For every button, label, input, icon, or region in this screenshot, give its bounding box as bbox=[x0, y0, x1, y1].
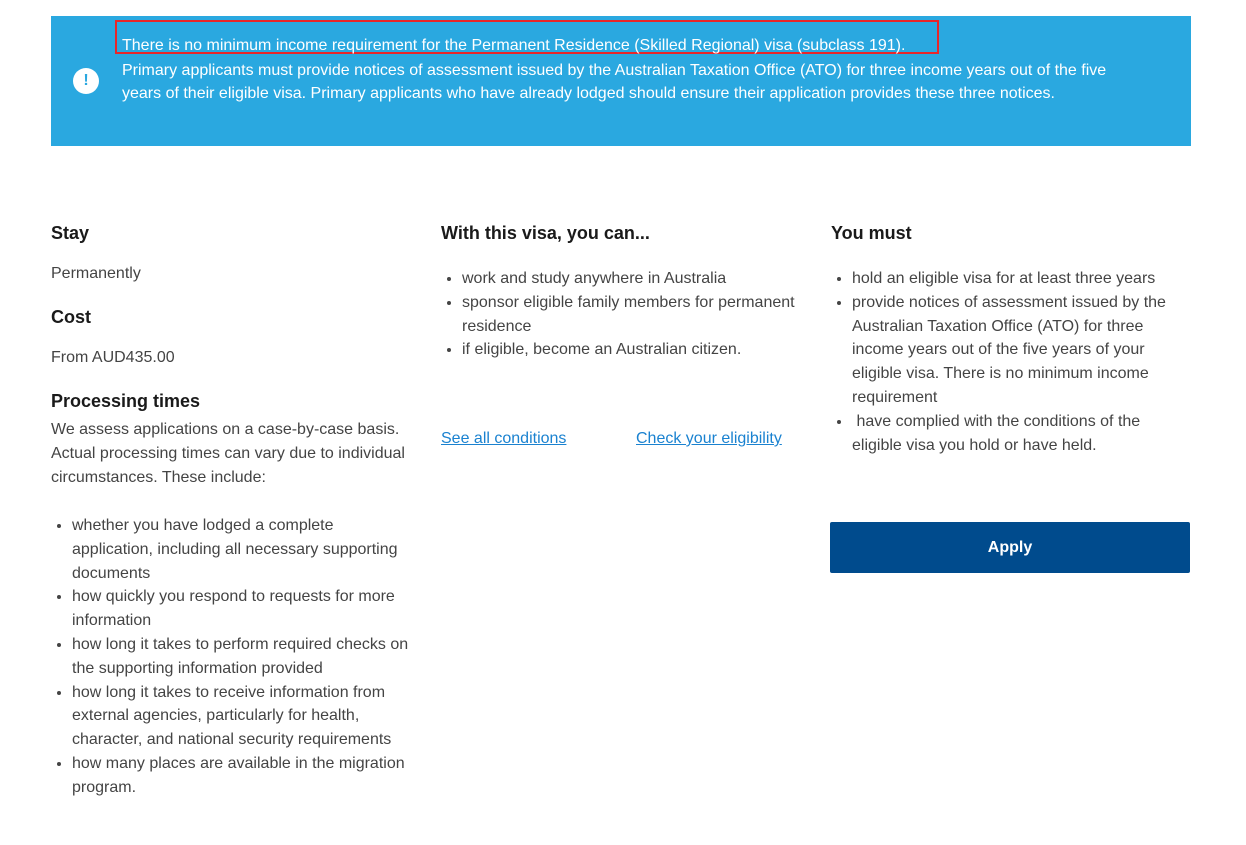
requirements-column bbox=[831, 221, 1176, 457]
list-item: • sponsor eligible family members for permanent residence bbox=[462, 291, 801, 339]
list-item: • how quickly you respond to requests for more information bbox=[72, 585, 413, 633]
benefits-heading: With this visa, you can... bbox=[441, 223, 650, 243]
requirements-heading: You must bbox=[831, 223, 912, 243]
list-item: • how many places are available in the migration program. bbox=[72, 752, 413, 800]
list-item: • how long it takes to perform required checks on the supporting information provided bbox=[72, 633, 413, 681]
exclamation-icon: ! bbox=[73, 68, 99, 94]
requirements-list bbox=[831, 267, 1176, 457]
banner-body: Primary applicants must provide notices of assessment issued by the Australian Taxation Office (ATO) for three income years out of the five years of their eligible visa. Primary applicants who have already lodged should ensure their application provides these three notices. bbox=[122, 62, 1107, 102]
stay-heading: Stay bbox=[51, 223, 90, 243]
list-item: • provide notices of assessment issued by the Australian Taxation Office (ATO) for three income years out of the five years of your eligible visa. There is no minimum income requirement bbox=[852, 291, 1176, 410]
processing-times-heading: Processing times bbox=[51, 391, 201, 411]
cost-heading: Cost bbox=[51, 307, 91, 327]
list-item: • if eligible, become an Australian citizen. bbox=[462, 338, 801, 362]
banner-headline: There is no minimum income requirement for the Permanent Residence (Skilled Regional) visa (subclass 191). bbox=[122, 37, 906, 54]
apply-button[interactable]: Apply bbox=[830, 522, 1190, 573]
list-item: • work and study anywhere in Australia bbox=[462, 267, 801, 291]
check-eligibility-link[interactable]: Check your eligibility bbox=[636, 430, 782, 447]
visa-summary-column bbox=[51, 221, 413, 800]
list-item: • hold an eligible visa for at least three years bbox=[852, 267, 1176, 291]
list-item: • how long it takes to receive information from external agencies, particularly for health, character, and national security requirements bbox=[72, 681, 413, 752]
cost-value: From AUD435.00 bbox=[51, 349, 175, 366]
processing-intro: We assess applications on a case-by-case basis. Actual processing times can vary due to individual circumstances. These include: bbox=[51, 421, 405, 486]
list-item: • whether you have lodged a complete application, including all necessary supporting documents bbox=[72, 514, 413, 585]
list-item: • have complied with the conditions of the eligible visa you hold or have held. bbox=[852, 410, 1176, 458]
benefits-list bbox=[441, 267, 801, 362]
see-all-conditions-link[interactable]: See all conditions bbox=[441, 430, 567, 447]
stay-value: Permanently bbox=[51, 265, 141, 282]
visa-benefits-column bbox=[441, 221, 801, 362]
processing-factors-list bbox=[51, 514, 413, 800]
